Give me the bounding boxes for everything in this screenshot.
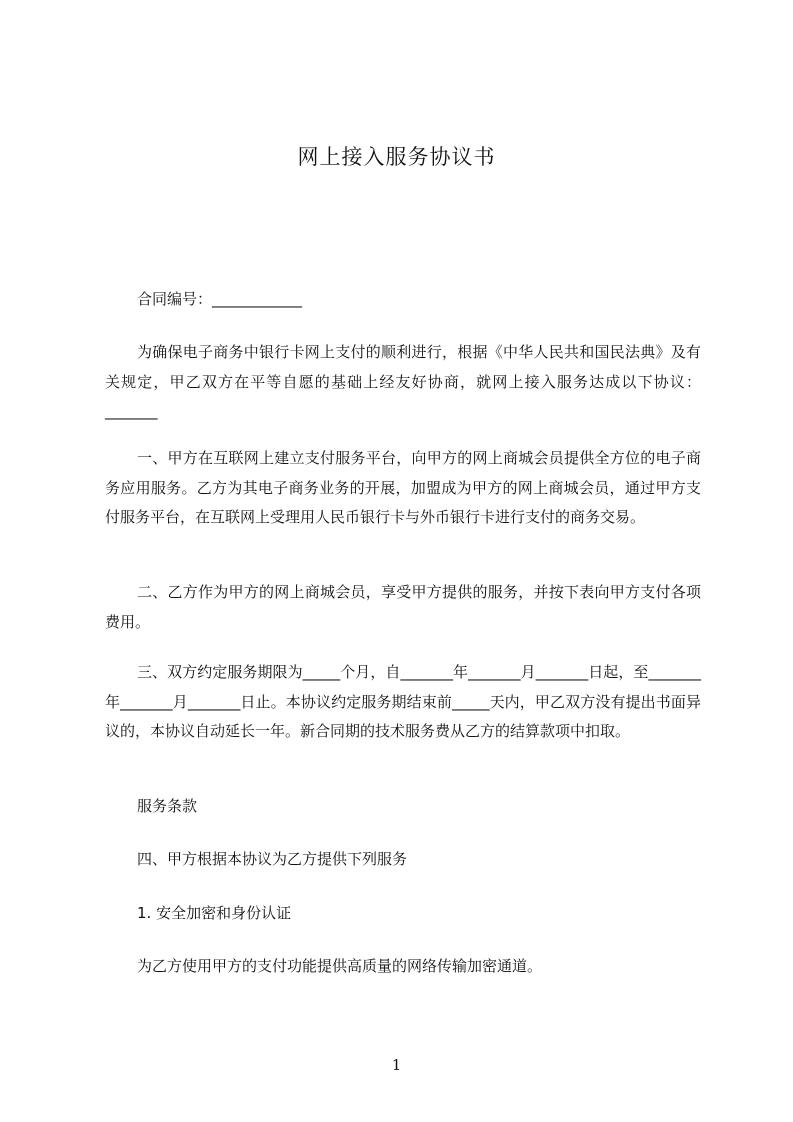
page-number: 1 bbox=[391, 1056, 402, 1074]
contract-number: 合同编号：____________ bbox=[137, 290, 303, 308]
clause-4-paragraph: 四、甲方根据本协议为乙方提供下列服务 bbox=[137, 850, 408, 868]
clause-3-paragraph: 三、双方约定服务期限为_____个月，自_______年_______月_______日起，至_______年_______月_______日止。本协议约定服务期结束前_____天内，甲乙双方没有提出书面异议的，本协议自动延长一年。新合同期的技术服务费从乙方的结算款项中扣取。 bbox=[105, 663, 701, 740]
preamble-paragraph: 为确保电子商务中银行卡网上支付的顺利进行，根据《中华人民共和国民法典》及有关规定，甲乙双方在平等自愿的基础上经友好协商，就网上接入服务达成以下协议：_______ bbox=[105, 343, 701, 420]
document-title: 网上接入服务协议书 bbox=[297, 145, 496, 169]
item-1-text: 为乙方使用甲方的支付功能提供高质量的网络传输加密通道。 bbox=[137, 957, 543, 975]
section-heading: 服务条款 bbox=[137, 797, 198, 815]
clause-1-paragraph: 一、甲方在互联网上建立支付服务平台，向甲方的网上商城会员提供全方位的电子商务应用服务。乙方为其电子商务业务的开展，加盟成为甲方的网上商城会员，通过甲方支付服务平台，在互联网上受理用人民币银行卡与外币银行卡进行支付的商务交易。 bbox=[105, 449, 701, 526]
clause-2-paragraph: 二、乙方作为甲方的网上商城会员，享受甲方提供的服务，并按下表向甲方支付各项费用。 bbox=[105, 583, 701, 631]
item-1-heading: 1. 安全加密和身份认证 bbox=[137, 904, 292, 922]
